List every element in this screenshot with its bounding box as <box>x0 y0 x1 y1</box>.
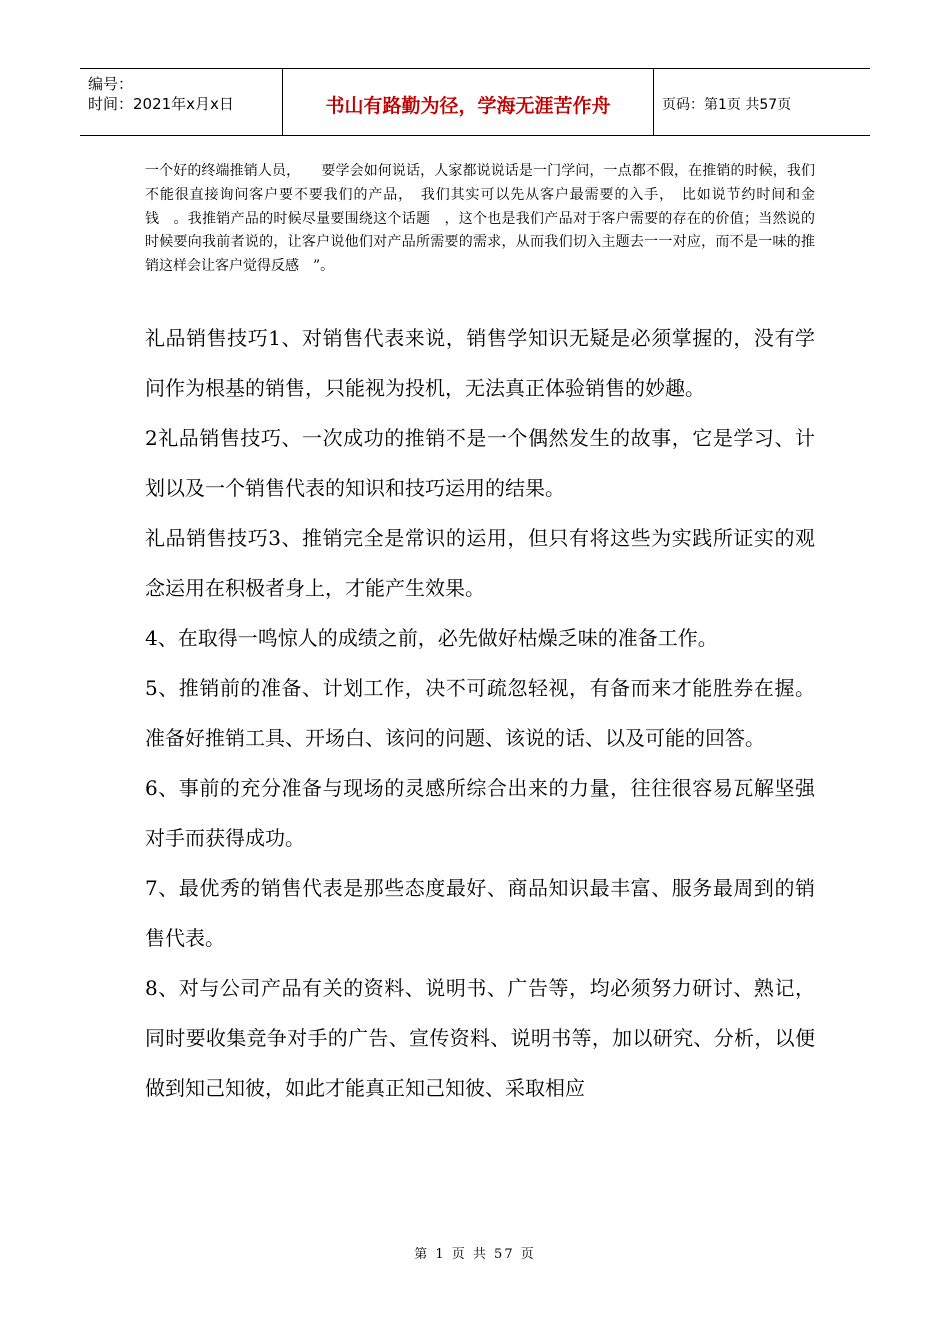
intro-paragraph: 一个好的终端推销人员， 要学会如何说话，人家都说说话是一门学问，一点都不假，在推销的时候，我们不能很直接询问客户要不要我们的产品， 我们其实可以先从客户最需要的入手， 比如说节约时间和金钱 。我推销产品的时候尽量要围绕这个话题 ，这个也是我们产品对于客户需要的存在的价值；当然说的时候要向我前者说的，让客户说他们对产品所需要的需求，从而我们切入主题去一一对应，而不是一味的推销这样会让客户觉得反感 ”。 <box>145 163 815 275</box>
body-paragraph: 6、事前的充分准备与现场的灵感所综合出来的力量，往往很容易瓦解坚强对手而获得成功。 <box>145 776 815 850</box>
document-number-label: 编号： <box>88 75 134 93</box>
page-footer: 第 1 页 共 57 页 <box>414 1247 536 1262</box>
header-page-cell <box>654 69 870 135</box>
document-date: 时间：2021年x月x日 <box>88 95 234 113</box>
body-paragraph: 礼品销售技巧1、对销售代表来说，销售学知识无疑是必须掌握的，没有学问作为根基的销售，只能视为投机，无法真正体验销售的妙趣。 <box>145 326 815 400</box>
main-body <box>145 313 815 1113</box>
header-meta-cell <box>80 69 283 135</box>
header-page-info: 页码：第1页 共57页 <box>662 97 792 113</box>
body-paragraph: 5、推销前的准备、计划工作，决不可疏忽轻视，有备而来才能胜券在握。准备好推销工具、开场白、该问的问题、该说的话、以及可能的回答。 <box>145 676 815 750</box>
document-header <box>80 68 870 136</box>
body-paragraph: 2礼品销售技巧、一次成功的推销不是一个偶然发生的故事，它是学习、计划以及一个销售代表的知识和技巧运用的结果。 <box>145 426 815 500</box>
body-paragraph: 7、最优秀的销售代表是那些态度最好、商品知识最丰富、服务最周到的销售代表。 <box>145 876 815 950</box>
body-paragraph: 4、在取得一鸣惊人的成绩之前，必先做好枯燥乏味的准备工作。 <box>145 626 718 650</box>
header-motto: 书山有路勤为径，学海无涯苦作舟 <box>325 95 611 117</box>
body-paragraph: 8、对与公司产品有关的资料、说明书、广告等，均必须努力研讨、熟记，同时要收集竞争对手的广告、宣传资料、说明书等，加以研究、分析，以便做到知己知彼，如此才能真正知己知彼、采取相应 <box>145 976 815 1100</box>
body-paragraph: 礼品销售技巧3、推销完全是常识的运用，但只有将这些为实践所证实的观念运用在积极者身上，才能产生效果。 <box>145 526 815 600</box>
header-motto-cell <box>283 69 654 135</box>
